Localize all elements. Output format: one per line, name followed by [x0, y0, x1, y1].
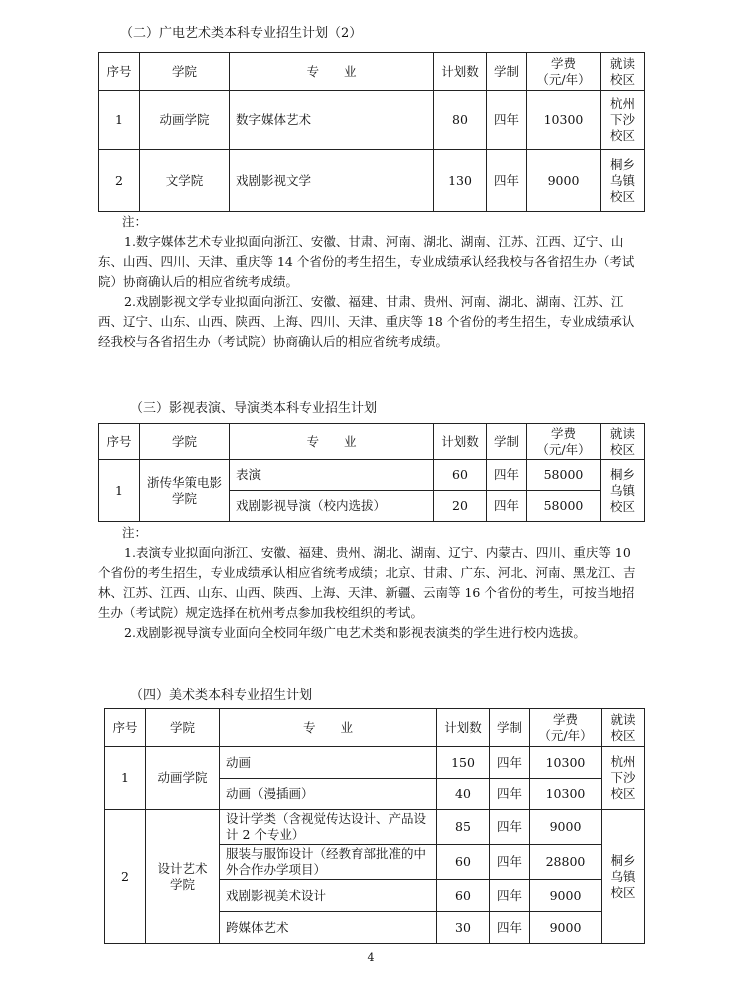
header-plan: 计划数: [434, 424, 487, 460]
table-row: [99, 460, 645, 491]
row-fee: 28800: [530, 845, 602, 880]
row-fee: 9000: [527, 150, 601, 212]
row-years: 四年: [490, 880, 530, 912]
row-major: 设计学类（含视觉传达设计、产品设计 2 个专业）: [220, 810, 437, 845]
header-fee: 学费 （元/年）: [530, 709, 602, 747]
table-row: [105, 747, 645, 779]
row-plan: 80: [434, 91, 487, 150]
page-number: 4: [367, 951, 375, 964]
section4-table: [104, 708, 645, 944]
row-years: 四年: [487, 491, 527, 522]
table-row: [99, 91, 645, 150]
header-fee: 学费 （元/年）: [527, 424, 601, 460]
row-major: 戏剧影视导演（校内选拔）: [230, 491, 434, 522]
row-plan: 40: [437, 779, 490, 810]
row-fee: 10300: [530, 779, 602, 810]
row-college: 文学院: [140, 150, 230, 212]
header-college: 学院: [140, 53, 230, 91]
row-fee: 58000: [527, 491, 601, 522]
header-plan: 计划数: [437, 709, 490, 747]
row-years: 四年: [490, 747, 530, 779]
section3-notes: [98, 523, 644, 643]
section3-title: （三）影视表演、导演类本科专业招生计划: [130, 401, 378, 416]
row-plan: 150: [437, 747, 490, 779]
note-label: 注：: [122, 525, 148, 540]
row-fee: 10300: [530, 747, 602, 779]
row-college: 设计艺术 学院: [146, 810, 220, 944]
header-campus: 就读 校区: [601, 424, 645, 460]
row-plan: 60: [437, 880, 490, 912]
section2-table: [98, 52, 645, 212]
row-fee: 10300: [527, 91, 601, 150]
row-no: 2: [99, 150, 140, 212]
row-plan: 60: [437, 845, 490, 880]
row-campus: 桐乡 乌镇 校区: [601, 460, 645, 522]
row-fee: 9000: [530, 810, 602, 845]
row-major: 动画: [220, 747, 437, 779]
row-years: 四年: [490, 810, 530, 845]
row-major: 戏剧影视文学: [230, 150, 434, 212]
row-campus: 桐乡 乌镇 校区: [602, 810, 645, 944]
header-major: 专 业: [220, 709, 437, 747]
note-label: 注：: [122, 214, 148, 229]
row-years: 四年: [490, 779, 530, 810]
header-no: 序号: [99, 53, 140, 91]
note-item: 2.戏剧影视导演专业面向全校同年级广电艺术类和影视表演类的学生进行校内选拔。: [124, 625, 586, 640]
row-plan: 20: [434, 491, 487, 522]
row-major: 服装与服饰设计（经教育部批准的中外合作办学项目）: [220, 845, 437, 880]
section2-notes: [98, 212, 644, 352]
row-college: 动画学院: [146, 747, 220, 810]
row-plan: 85: [437, 810, 490, 845]
row-years: 四年: [490, 845, 530, 880]
row-major: 表演: [230, 460, 434, 491]
row-campus: 杭州 下沙 校区: [601, 91, 645, 150]
header-campus: 就读 校区: [602, 709, 645, 747]
row-years: 四年: [487, 460, 527, 491]
row-fee: 58000: [527, 460, 601, 491]
row-campus: 桐乡 乌镇 校区: [601, 150, 645, 212]
row-campus: 杭州 下沙 校区: [602, 747, 645, 810]
row-plan: 60: [434, 460, 487, 491]
row-major: 动画（漫插画）: [220, 779, 437, 810]
header-plan: 计划数: [434, 53, 487, 91]
row-plan: 130: [434, 150, 487, 212]
row-years: 四年: [490, 912, 530, 944]
header-no: 序号: [99, 424, 140, 460]
section2-title: （二）广电艺术类本科专业招生计划（2）: [120, 26, 363, 41]
row-no: 2: [105, 810, 146, 944]
row-no: 1: [99, 460, 140, 522]
row-no: 1: [105, 747, 146, 810]
row-major: 数字媒体艺术: [230, 91, 434, 150]
header-major: 专 业: [230, 424, 434, 460]
note-item: 1.表演专业拟面向浙江、安徽、福建、贵州、湖北、湖南、辽宁、内蒙古、四川、重庆等 10 个省份的考生招生，专业成绩承认相应省统考成绩；北京、甘肃、广东、河北、河南、黑龙江、吉林、江苏、江西、山东、山西、陕西、上海、天津、新疆、云南等 16 个省份的考生，可按当地招生办（考试院）规定选择在杭州考点参加我校组织的考试。: [98, 545, 636, 620]
header-fee: 学费 （元/年）: [527, 53, 601, 91]
row-fee: 9000: [530, 880, 602, 912]
table-header-row: [105, 709, 645, 747]
header-college: 学院: [140, 424, 230, 460]
section4-title: （四）美术类本科专业招生计划: [130, 688, 313, 703]
row-no: 1: [99, 91, 140, 150]
note-item: 1.数字媒体艺术专业拟面向浙江、安徽、甘肃、河南、湖北、湖南、江苏、江西、辽宁、山东、山西、四川、天津、重庆等 14 个省份的考生招生，专业成绩承认经我校与各省招生办（考试院）协商确认后的相应省统考成绩。: [98, 234, 635, 289]
section3-table: [98, 423, 645, 522]
row-college: 动画学院: [140, 91, 230, 150]
row-major: 戏剧影视美术设计: [220, 880, 437, 912]
note-item: 2.戏剧影视文学专业拟面向浙江、安徽、福建、甘肃、贵州、河南、湖北、湖南、江苏、江西、辽宁、山东、山西、陕西、上海、四川、天津、重庆等 18 个省份的考生招生，专业成绩承认经我校与各省招生办（考试院）协商确认后的相应省统考成绩。: [98, 294, 635, 349]
row-major: 跨媒体艺术: [220, 912, 437, 944]
row-college: 浙传华策电影 学院: [140, 460, 230, 522]
table-header-row: [99, 424, 645, 460]
header-years: 学制: [487, 424, 527, 460]
table-header-row: [99, 53, 645, 91]
row-years: 四年: [487, 91, 527, 150]
header-years: 学制: [487, 53, 527, 91]
table-row: [105, 810, 645, 845]
header-years: 学制: [490, 709, 530, 747]
header-campus: 就读 校区: [601, 53, 645, 91]
table-row: [99, 150, 645, 212]
header-no: 序号: [105, 709, 146, 747]
row-years: 四年: [487, 150, 527, 212]
header-major: 专 业: [230, 53, 434, 91]
row-plan: 30: [437, 912, 490, 944]
header-college: 学院: [146, 709, 220, 747]
row-fee: 9000: [530, 912, 602, 944]
